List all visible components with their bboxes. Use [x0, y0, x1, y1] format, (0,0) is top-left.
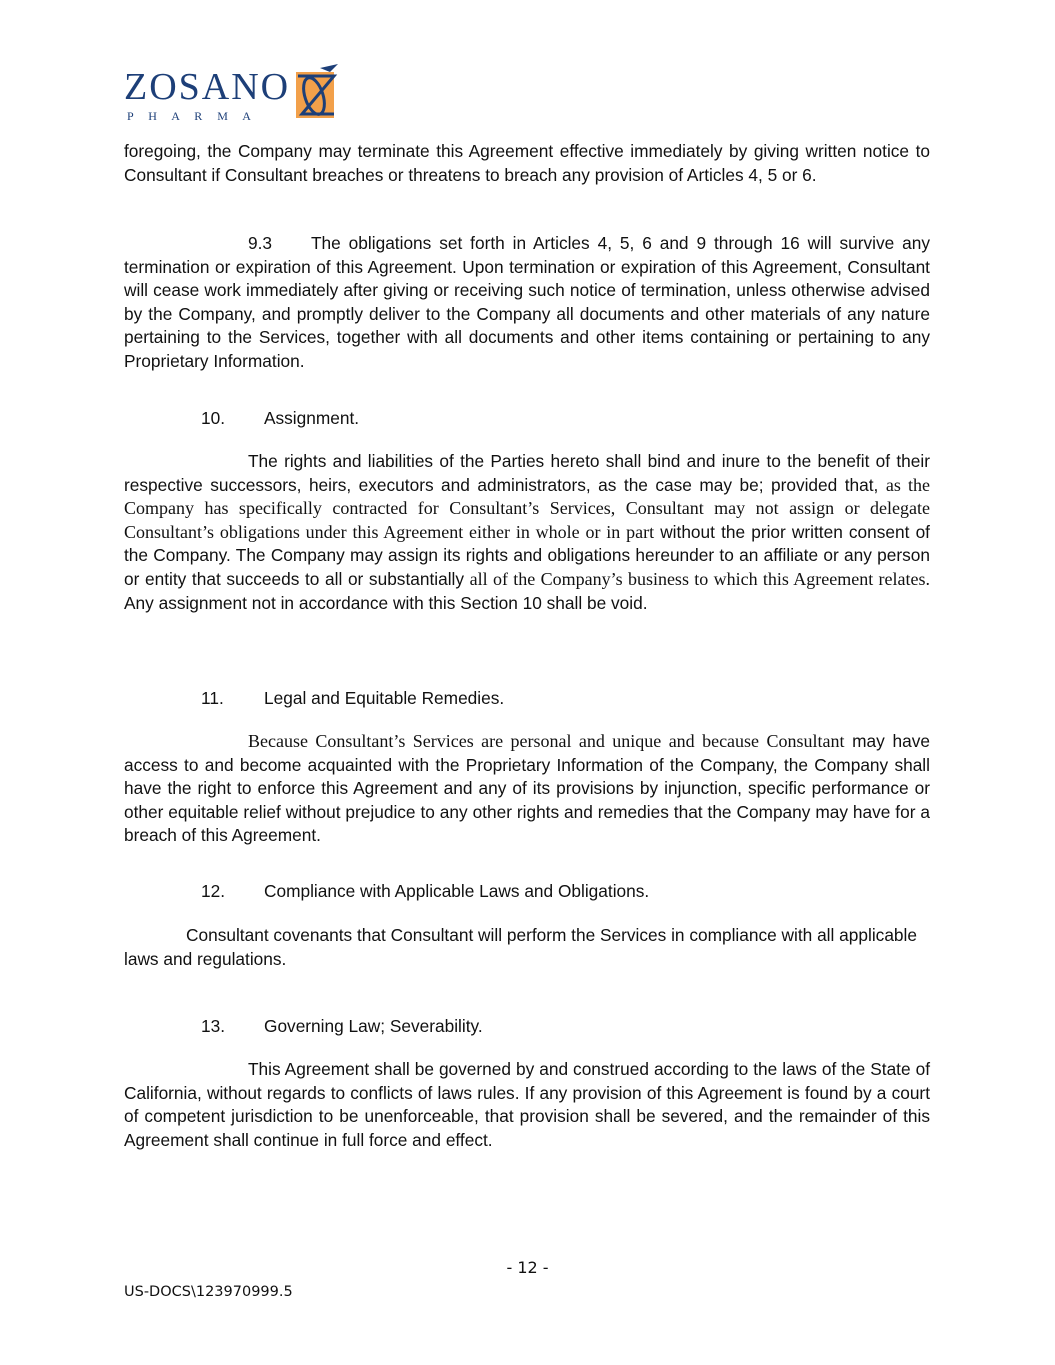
document-id: US-DOCS\123970999.5: [124, 1284, 293, 1300]
heading-number: 12.: [201, 881, 226, 901]
text-run: Consultant covenants that Consultant will perform the Services in compliance with all applicable laws and regulations.: [124, 925, 917, 969]
heading-title: Legal and Equitable Remedies.: [264, 688, 505, 708]
paragraph-13: [124, 1058, 930, 1152]
paragraph-11: [124, 730, 930, 848]
paragraph-10: [124, 450, 930, 615]
heading-number: 10.: [201, 408, 226, 428]
logo-emblem-icon: [290, 62, 340, 122]
heading-13: [201, 1015, 483, 1037]
text-run: Any assignment not in accordance with this Section 10 shall be void.: [124, 592, 648, 613]
heading-title: Assignment.: [264, 408, 360, 428]
paragraph-continued: foregoing, the Company may terminate this Agreement effective immediately by giving written notice to Consultant if Consultant breaches or threatens to breach any provision of Articles 4, 5 or 6.: [124, 141, 930, 185]
logo-wordmark: ZOSANO: [124, 66, 291, 108]
paragraph-12: [124, 924, 930, 971]
text-run: The rights and liabilities of the Parties hereto shall bind and inure to the benefit of their respective successors, heirs, executors and administrators, as the case may be; provided that,: [124, 451, 930, 495]
text-run-serif: all of the Company’s business to which this Agreement relates.: [469, 568, 930, 589]
section-text: The obligations set forth in Articles 4, 5, 6 and 9 through 16 will survive any termination or expiration of this Agreement. Upon termination or expiration of this Agreement, Consultant will cease work immediately after giving or receiving such notice of termination, unless otherwise advised by the Company, and promptly deliver to the Company all documents and other materials of any nature pertaining to the Services, together with all documents and other items containing or pertaining to any Proprietary Information.: [124, 233, 930, 371]
company-logo: [124, 62, 344, 124]
logo-subtitle: P H A R M A: [127, 109, 251, 123]
heading-11: [201, 687, 504, 709]
page-number: - 12 -: [506, 1258, 549, 1277]
heading-10: [201, 407, 359, 429]
heading-12: [201, 880, 649, 902]
heading-number: 13.: [201, 1016, 226, 1036]
text-run-serif: as the Company has specifically contracted for Consultant’s Services, Consultant may not assign or delegate Consultant’s obligations under this Agreement either in whole or in part: [124, 474, 931, 542]
heading-number: 11.: [201, 688, 224, 708]
text-run: without the prior written consent of the Company. The Company may assign its rights and obligations hereunder to an affiliate or any person or entity that succeeds to all or substantially: [124, 521, 930, 589]
heading-title: Governing Law; Severability.: [264, 1016, 483, 1036]
heading-title: Compliance with Applicable Laws and Obligations.: [264, 881, 650, 901]
text-run: may have access to and become acquainted with the Proprietary Information of the Company, the Company shall have the right to enforce this Agreement and any of its provisions by injunction, specific performance or other equitable relief without prejudice to any other rights and remedies that the Company may have for a breach of this Agreement.: [124, 731, 930, 846]
text-run-serif: Because Consultant’s Services are personal and unique and because Consultant: [248, 731, 845, 751]
section-number: 9.3: [248, 233, 273, 253]
text-run: This Agreement shall be governed by and construed according to the laws of the State of California, without regards to conflicts of laws rules. If any provision of this Agreement is found by a court of competent jurisdiction to be unenforceable, that provision shall be severed, and the remainder of this Agreement shall continue in full force and effect.: [124, 1059, 930, 1150]
paragraph-9-3: [124, 232, 930, 374]
